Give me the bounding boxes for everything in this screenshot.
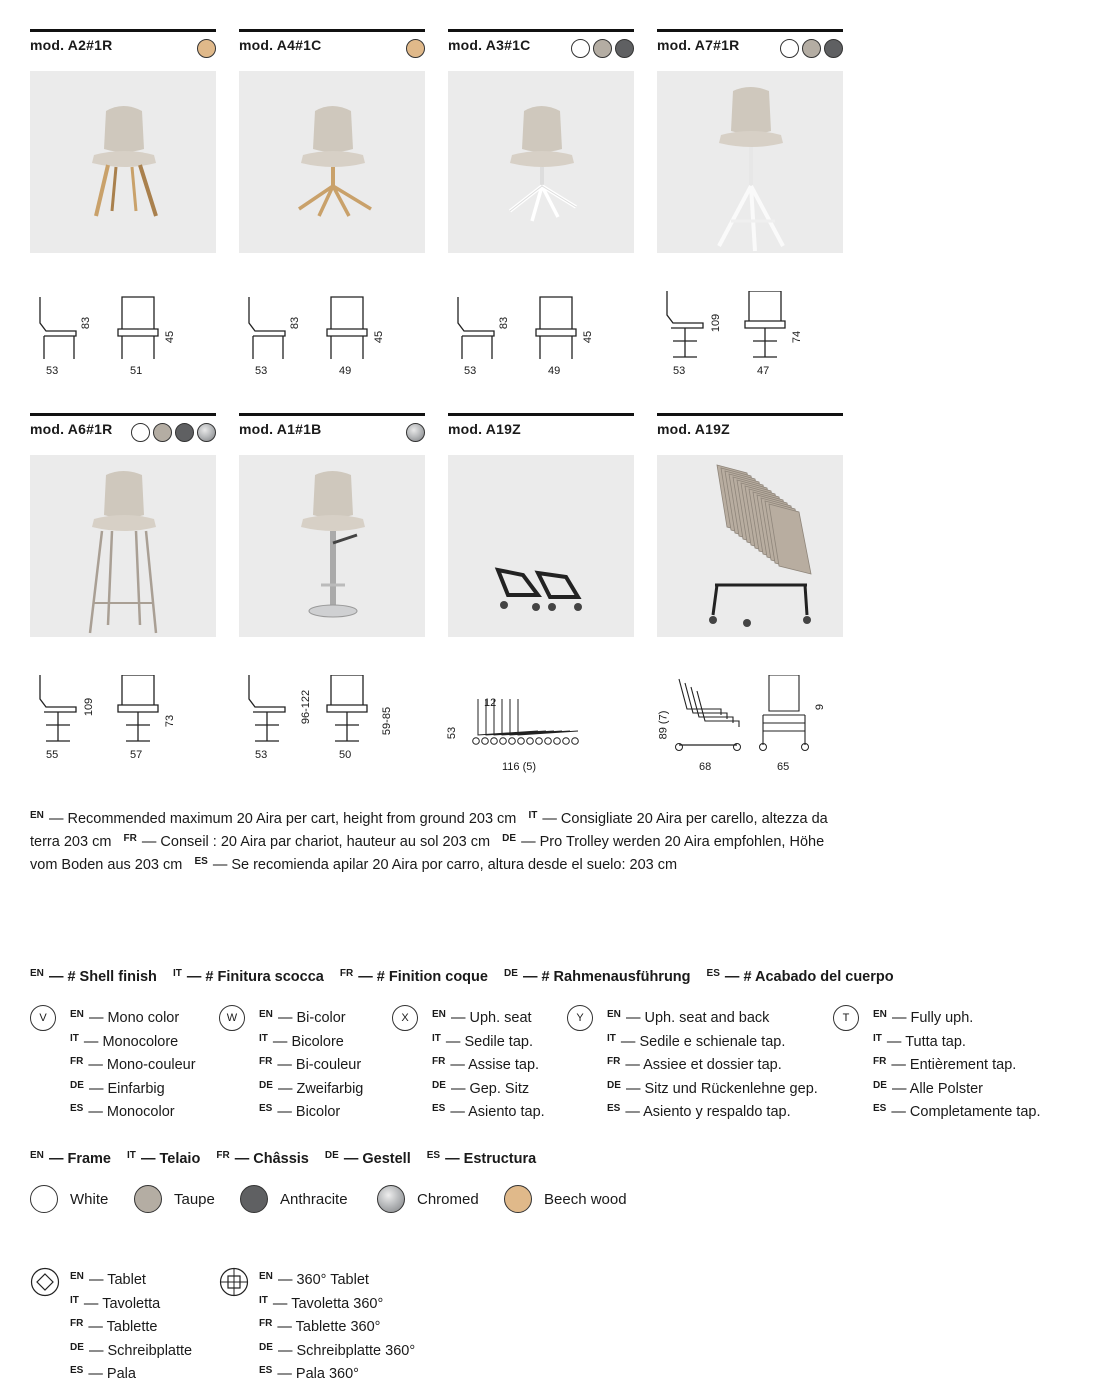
width-label: 53 <box>46 365 59 377</box>
model-title: mod. A2#1R <box>30 37 113 53</box>
height-label: 89 (7) <box>657 710 670 740</box>
width-label: 55 <box>46 749 59 761</box>
finish-fr-line: $^{FR}$ — Assise tap. <box>432 1056 540 1073</box>
chair-illustration <box>448 455 634 637</box>
finish-code-badge: T <box>833 1005 859 1031</box>
model-title: mod. A6#1R <box>30 421 113 437</box>
finish-en-line: $^{EN}$ — Mono color <box>70 1009 180 1026</box>
depth-label: 50 <box>339 749 352 761</box>
chair-illustration <box>239 455 425 637</box>
product-photo <box>30 455 216 637</box>
beech-swatch <box>197 39 216 58</box>
finish-it-line: $^{IT}$ — Sedile e schienale tap. <box>607 1032 786 1050</box>
anthracite-frame-swatch <box>240 1185 268 1213</box>
finish-it-line: $^{IT}$ — Bicolore <box>259 1032 344 1050</box>
finish-swatches <box>406 423 425 442</box>
finish-es-line: $^{ES}$ — Bicolor <box>259 1103 341 1120</box>
chair-illustration <box>239 71 425 253</box>
finish-de-line: $^{DE}$ — Zweifarbig <box>259 1079 364 1097</box>
product-card <box>30 29 216 389</box>
note-it: Consigliate 20 Aira per carello, altezza da terra 203 cm <box>30 811 828 850</box>
white-swatch <box>780 39 799 58</box>
finish-swatches <box>406 39 425 58</box>
seat-height-label: 45 <box>164 330 177 344</box>
dimension-drawing <box>239 675 425 765</box>
dimension-drawing <box>446 675 634 773</box>
taupe-swatch <box>802 39 821 58</box>
height-label: 53 <box>446 726 459 740</box>
width-label: 53 <box>673 365 686 377</box>
finish-swatches <box>131 423 216 442</box>
finish-code-badge: X <box>392 1005 418 1031</box>
finish-code-badge: W <box>219 1005 245 1031</box>
finish-es-line: $^{ES}$ — Completamente tap. <box>873 1103 1041 1120</box>
finish-es-line: $^{ES}$ — Asiento y respaldo tap. <box>607 1103 791 1120</box>
chair-illustration <box>657 71 843 253</box>
note-en: Recommended maximum 20 Aira per cart, height from ground 203 cm <box>67 811 517 827</box>
depth-label: 65 <box>777 761 790 773</box>
dimension-drawing <box>657 291 843 381</box>
shell-finish-header: $^{EN}$ — # Shell finish $^{IT}$ — # Finitura scocca $^{FR}$ — # Finition coque $^{DE}$ — # Rahmenausführung $^{ES}$ — # Acabado del cuerpo <box>30 968 894 985</box>
finish-it-line: $^{IT}$ — Monocolore <box>70 1032 179 1050</box>
product-card <box>657 29 843 389</box>
height-label: 83 <box>80 316 93 330</box>
depth-label: 47 <box>757 365 770 377</box>
finish-fr-line: $^{FR}$ — Bi-couleur <box>259 1056 362 1073</box>
step-label: 9 <box>814 703 827 711</box>
seat-height-label: 45 <box>582 330 595 344</box>
card-rule <box>657 29 843 32</box>
product-photo <box>239 455 425 637</box>
tablet-en-line: $^{EN}$ — 360° Tablet <box>259 1271 369 1288</box>
card-rule <box>448 413 634 416</box>
dimension-lines <box>30 675 216 755</box>
model-title: mod. A19Z <box>657 421 730 437</box>
dimension-drawing <box>239 291 425 381</box>
depth-label: 57 <box>130 749 143 761</box>
finish-code-badge: Y <box>567 1005 593 1031</box>
white-frame-swatch <box>30 1185 58 1213</box>
finish-de-line: $^{DE}$ — Gep. Sitz <box>432 1079 530 1097</box>
dimension-lines <box>448 675 634 755</box>
finish-it-line: $^{IT}$ — Sedile tap. <box>432 1032 533 1050</box>
taupe-swatch <box>593 39 612 58</box>
chair-illustration <box>30 455 216 637</box>
tablet-es-line: $^{ES}$ — Pala 360° <box>259 1365 359 1382</box>
chromed-frame-swatch <box>377 1185 405 1213</box>
seat-height-label: 45 <box>373 330 386 344</box>
dimension-lines <box>448 291 634 371</box>
dimension-drawing <box>448 291 634 381</box>
width-label: 53 <box>255 365 268 377</box>
product-photo <box>239 71 425 253</box>
depth-label: 51 <box>130 365 143 377</box>
dimension-lines <box>239 291 425 371</box>
model-title: mod. A1#1B <box>239 421 322 437</box>
finish-de-line: $^{DE}$ — Sitz und Rückenlehne gep. <box>607 1079 818 1097</box>
finish-code-badge: V <box>30 1005 56 1031</box>
beech-swatch <box>406 39 425 58</box>
finish-swatches <box>197 39 216 58</box>
anthracite-swatch <box>175 423 194 442</box>
height-label: 109 <box>710 313 723 333</box>
product-photo <box>30 71 216 253</box>
note-de: Pro Trolley werden 20 Aira empfohlen, Höhe vom Boden aus 203 cm <box>30 834 825 873</box>
beech-frame-swatch <box>504 1185 532 1213</box>
product-photo <box>448 71 634 253</box>
width-label: 68 <box>699 761 712 773</box>
frame-color-label: Taupe <box>174 1191 215 1208</box>
finish-fr-line: $^{FR}$ — Assiee et dossier tap. <box>607 1056 782 1073</box>
tablet-de-line: $^{DE}$ — Schreibplatte <box>70 1341 193 1359</box>
product-card <box>448 29 634 389</box>
tablet-it-line: $^{IT}$ — Tavoletta 360° <box>259 1294 384 1312</box>
frame-color-label: Beech wood <box>544 1191 627 1208</box>
chair-illustration <box>30 71 216 253</box>
finish-swatches <box>571 39 634 58</box>
dimension-drawing <box>30 291 216 381</box>
product-photo <box>657 455 843 637</box>
width-label: 53 <box>255 749 268 761</box>
taupe-frame-swatch <box>134 1185 162 1213</box>
chair-illustration <box>448 71 634 253</box>
model-title: mod. A7#1R <box>657 37 740 53</box>
depth-label: 49 <box>548 365 561 377</box>
finish-de-line: $^{DE}$ — Einfarbig <box>70 1079 165 1097</box>
length-label: 116 (5) <box>502 761 537 773</box>
card-rule <box>30 413 216 416</box>
tablet-fr-line: $^{FR}$ — Tablette 360° <box>259 1318 381 1335</box>
depth-label: 49 <box>339 365 352 377</box>
taupe-swatch <box>153 423 172 442</box>
note-es: Se recomienda apilar 20 Aira por carro, altura desde el suelo: 203 cm <box>231 857 678 873</box>
tablet-es-line: $^{ES}$ — Pala <box>70 1365 136 1382</box>
seat-height-label: 59-85 <box>381 706 394 736</box>
dimension-lines <box>30 291 216 371</box>
finish-en-line: $^{EN}$ — Uph. seat and back <box>607 1009 770 1026</box>
finish-it-line: $^{IT}$ — Tutta tap. <box>873 1032 966 1050</box>
model-title: mod. A19Z <box>448 421 521 437</box>
card-rule <box>657 413 843 416</box>
finish-en-line: $^{EN}$ — Fully uph. <box>873 1009 974 1026</box>
tablet-icon <box>30 1267 60 1297</box>
frame-color-label: Anthracite <box>280 1191 348 1208</box>
product-card <box>30 413 216 773</box>
model-title: mod. A3#1C <box>448 37 531 53</box>
dimension-lines <box>657 675 843 755</box>
finish-fr-line: $^{FR}$ — Mono-couleur <box>70 1056 196 1073</box>
finish-es-line: $^{ES}$ — Asiento tap. <box>432 1103 545 1120</box>
finish-de-line: $^{DE}$ — Alle Polster <box>873 1079 984 1097</box>
anthracite-swatch <box>824 39 843 58</box>
finish-en-line: $^{EN}$ — Uph. seat <box>432 1009 532 1026</box>
frame-color-list <box>30 1185 730 1215</box>
model-title: mod. A4#1C <box>239 37 322 53</box>
card-rule <box>30 29 216 32</box>
product-card <box>239 29 425 389</box>
product-photo <box>657 71 843 253</box>
finish-fr-line: $^{FR}$ — Entièrement tap. <box>873 1056 1017 1073</box>
height-label: 109 <box>83 697 96 717</box>
tablet-it-line: $^{IT}$ — Tavoletta <box>70 1294 161 1312</box>
anthracite-swatch <box>615 39 634 58</box>
tablet-fr-line: $^{FR}$ — Tablette <box>70 1318 158 1335</box>
finish-swatches <box>780 39 843 58</box>
seat-height-label: 73 <box>164 714 177 728</box>
dimension-drawing <box>657 675 843 773</box>
height-label: 83 <box>289 316 302 330</box>
note-fr: Conseil : 20 Aira par chariot, hauteur au sol 203 cm <box>160 834 491 850</box>
dimension-drawing <box>30 675 216 765</box>
chromed-swatch <box>406 423 425 442</box>
product-card <box>239 413 425 773</box>
white-swatch <box>571 39 590 58</box>
finish-es-line: $^{ES}$ — Monocolor <box>70 1103 175 1120</box>
chromed-swatch <box>197 423 216 442</box>
frame-header: $^{EN}$ — Frame $^{IT}$ — Telaio $^{FR}$ — Châssis $^{DE}$ — Gestell $^{ES}$ — Estructura <box>30 1150 537 1167</box>
card-rule <box>448 29 634 32</box>
height-label: 83 <box>498 316 511 330</box>
tablet-de-line: $^{DE}$ — Schreibplatte 360° <box>259 1341 416 1359</box>
tablet-en-line: $^{EN}$ — Tablet <box>70 1271 146 1288</box>
product-photo <box>448 455 634 637</box>
product-card <box>657 413 843 773</box>
product-card <box>448 413 634 773</box>
white-swatch <box>131 423 150 442</box>
dimension-lines <box>657 291 843 371</box>
seat-height-label: 74 <box>791 330 804 344</box>
trolley-note: $^{EN}$ — Recommended maximum 20 Aira per cart, height from ground 203 cm $^{IT}$ — Consigliate 20 Aira per carello, altezza da terra 203 cm $^{FR}$ — Conseil : 20 Aira par chariot, hauteur au sol 203 cm $^{DE}$ — Pro Trolley werden 20 Aira empfohlen, Höhe vom Boden aus 203 cm $^{ES}$ — Se recomienda apilar 20 Aira por carro, altura desde el suelo: 203 cm <box>30 810 828 873</box>
card-rule <box>239 29 425 32</box>
tablet-360-icon <box>219 1267 249 1297</box>
frame-color-label: White <box>70 1191 109 1208</box>
dimension-lines <box>239 675 425 755</box>
pitch-label: 12 <box>484 697 497 709</box>
height-label: 96-122 <box>300 689 313 725</box>
frame-color-label: Chromed <box>417 1191 479 1208</box>
chair-illustration <box>657 455 843 637</box>
card-rule <box>239 413 425 416</box>
width-label: 53 <box>464 365 477 377</box>
finish-en-line: $^{EN}$ — Bi-color <box>259 1009 346 1026</box>
